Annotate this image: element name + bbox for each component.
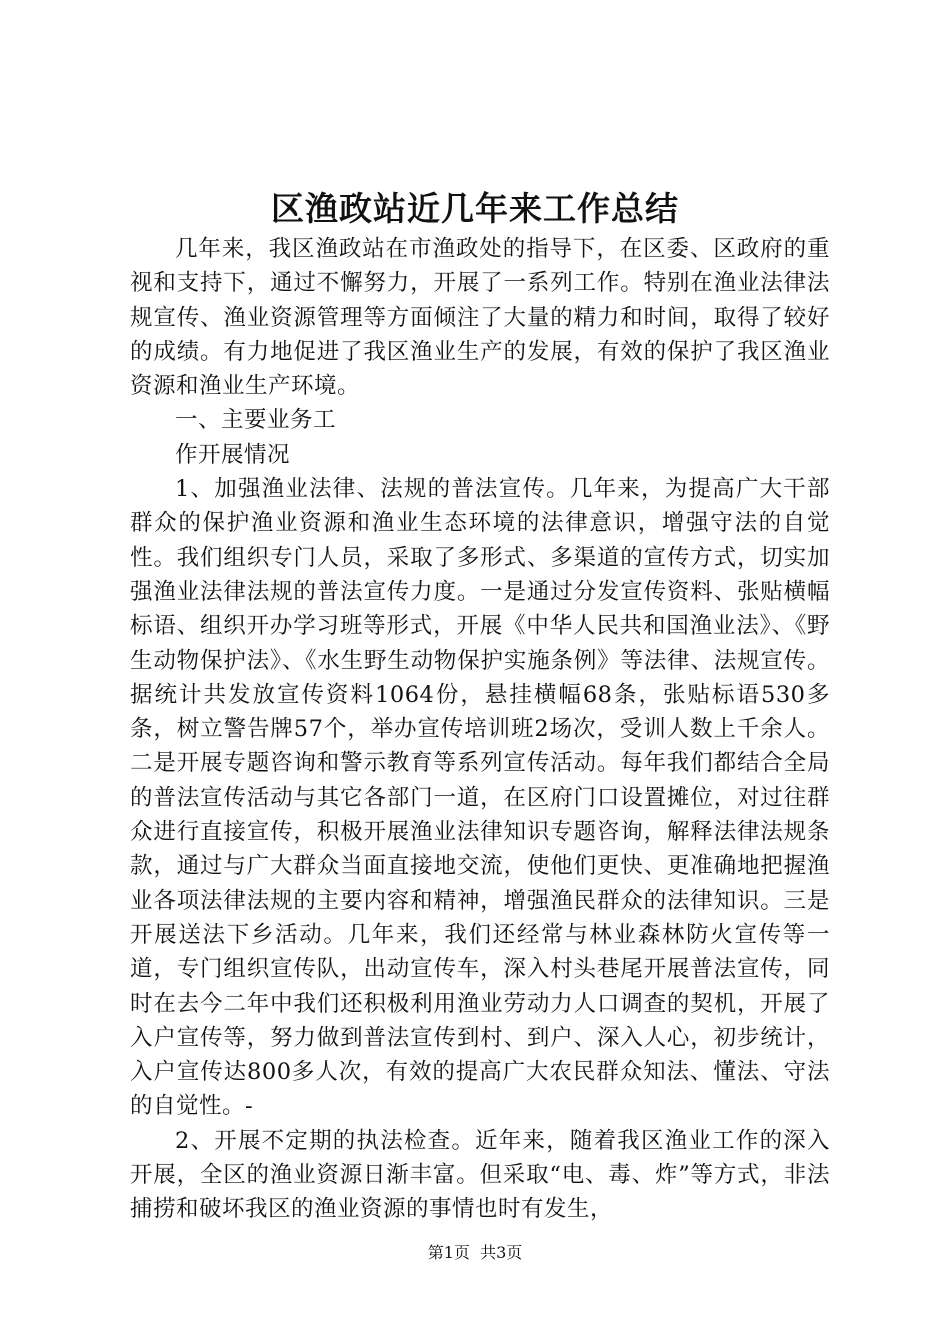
- document-title: 区渔政站近几年来工作总结: [271, 189, 679, 228]
- page-number: 第1页: [427, 1243, 470, 1262]
- paragraph-intro: 几年来，我区渔政站在市渔政处的指导下，在区委、区政府的重视和支持下，通过不懈努力，开展了一系列工作。特别在渔业法律法规宣传、渔业资源管理等方面倾注了大量的精力和时间，取得了较好的成绩。有力地促进了我区渔业生产的发展，有效的保护了我区渔业资源和渔业生产环境。: [130, 236, 830, 400]
- document-body: [130, 232, 830, 1227]
- section-heading-part2: 作开展情况: [175, 441, 291, 468]
- section-heading-part1: 一、主要业务工: [175, 407, 337, 434]
- page-footer: [0, 1242, 950, 1264]
- paragraph-item-1: 1、加强渔业法律、法规的普法宣传。几年来，为提高广大干部群众的保护渔业资源和渔业生态环境的法律意识，增强守法的自觉性。我们组织专门人员，采取了多形式、多渠道的宣传方式，切实加强渔业法律法规的普法宣传力度。一是通过分发宣传资料、张贴横幅标语、组织开办学习班等形式，开展《中华人民共和国渔业法》、《野生动物保护法》、《水生野生动物保护实施条例》等法律、法规宣传。据统计共发放宣传资料1064份，悬挂横幅68条，张贴标语530多条，树立警告牌57个，举办宣传培训班2场次，受训人数上千余人。二是开展专题咨询和警示教育等系列宣传活动。每年我们都结合全局的普法宣传活动与其它各部门一道，在区府门口设置摊位，对过往群众进行直接宣传，积极开展渔业法律知识专题咨询，解释法律法规条款，通过与广大群众当面直接地交流，使他们更快、更准确地把握渔业各项法律法规的主要内容和精神，增强渔民群众的法律知识。三是开展送法下乡活动。几年来，我们还经常与林业森林防火宣传等一道，专门组织宣传队，出动宣传车，深入村头巷尾开展普法宣传，同时在去今二年中我们还积极利用渔业劳动力人口调查的契机，开展了入户宣传等，努力做到普法宣传到村、到户、深入人心，初步统计，入户宣传达800多人次，有效的提高广大农民群众知法、懂法、守法的自觉性。-: [130, 476, 830, 1120]
- paragraph-item-2: 2、开展不定期的执法检查。近年来，随着我区渔业工作的深入开展，全区的渔业资源日渐丰富。但采取“电、毒、炸”等方式，非法捕捞和破坏我区的渔业资源的事情也时有发生，: [130, 1127, 830, 1223]
- page-total: 共3页: [480, 1243, 523, 1262]
